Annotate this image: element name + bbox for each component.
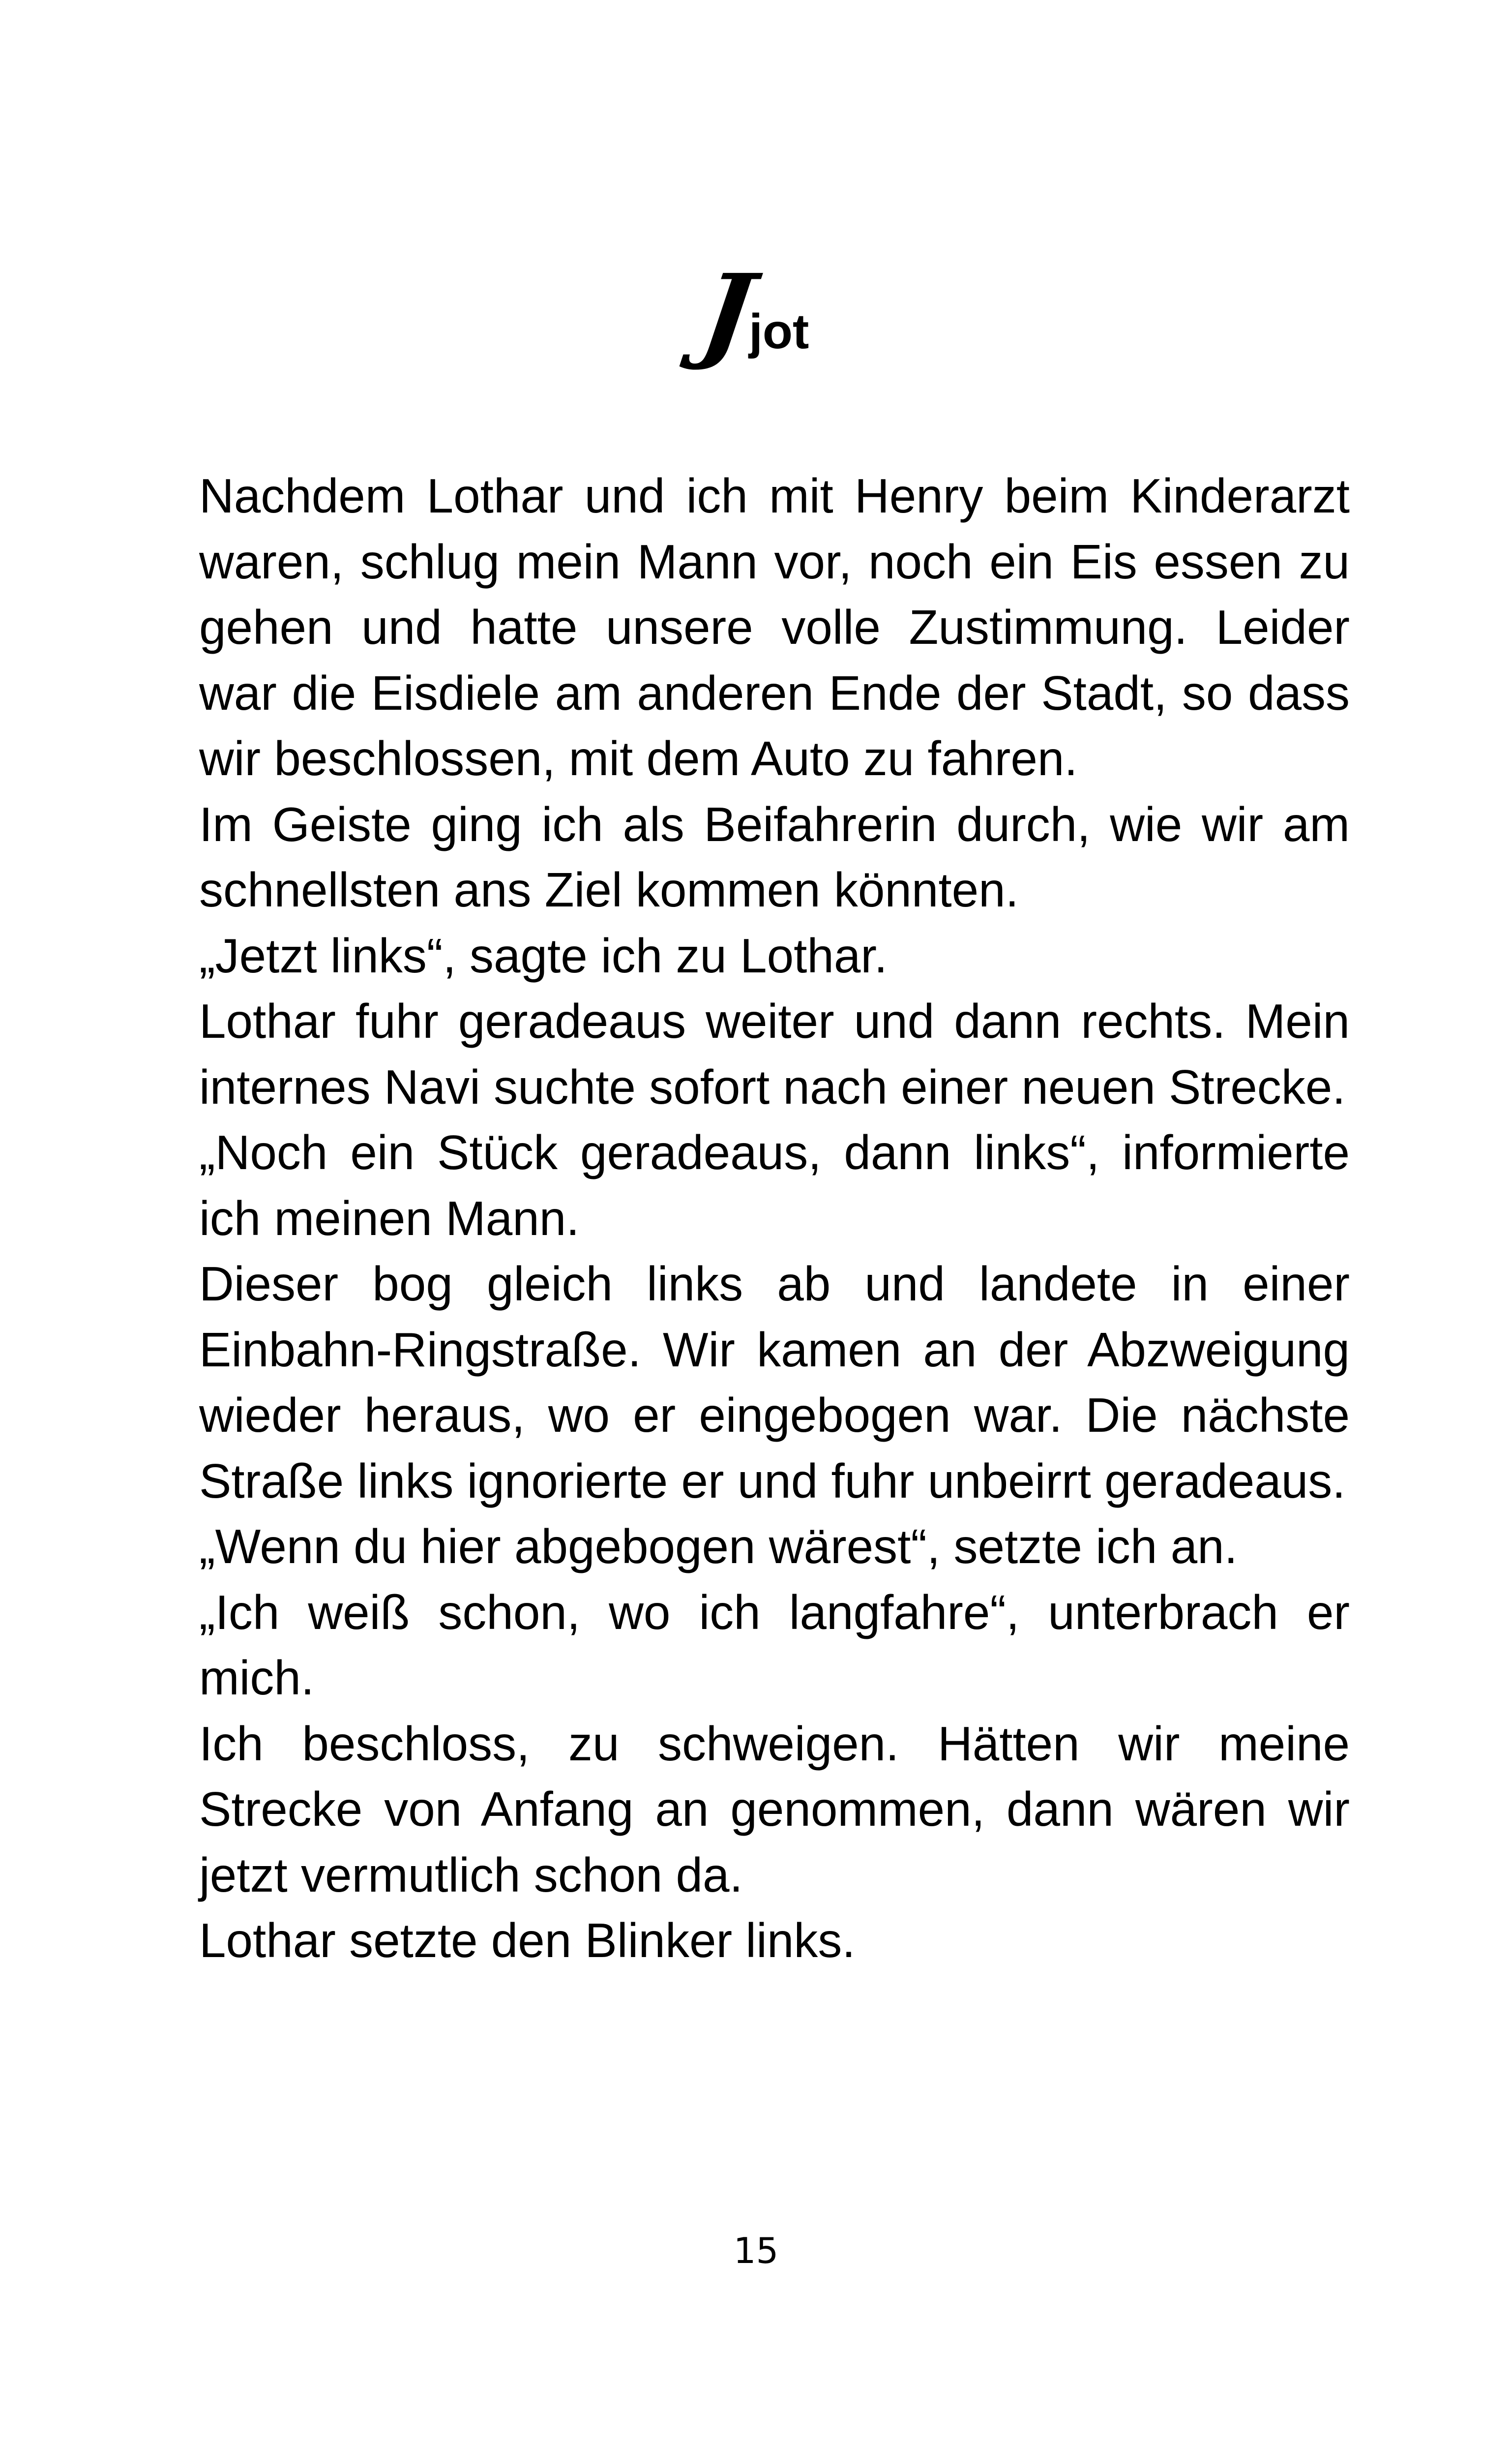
paragraph: Lothar fuhr geradeaus weiter und dann rechts. Mein internes Navi suchte sofort nach einer neuen Strecke. bbox=[199, 994, 1350, 1114]
chapter-initial: J bbox=[694, 251, 761, 373]
paragraph: Dieser bog gleich links ab und landete in einer Einbahn-Ringstraße. Wir kamen an der Abzweigung wieder heraus, wo er eingebogen war. Die nächste Straße links ignorierte er und fuhr unbeirrt geradeaus. bbox=[199, 1257, 1350, 1508]
paragraph: Im Geiste ging ich als Beifahrerin durch, wie wir am schnellsten ans Ziel kommen könnten. bbox=[199, 797, 1350, 917]
chapter-body bbox=[199, 463, 1350, 1974]
paragraph: „Ich weiß schon, wo ich langfahre“, unterbrach er mich. bbox=[199, 1585, 1350, 1705]
chapter-heading bbox=[0, 251, 1512, 373]
paragraph: „Jetzt links“, sagte ich zu Lothar. bbox=[199, 928, 888, 983]
paragraph: Lothar setzte den Blinker links. bbox=[199, 1913, 856, 1967]
paragraph: „Wenn du hier abgebogen wärest“, setzte ich an. bbox=[199, 1519, 1238, 1573]
paragraph: „Noch ein Stück geradeaus, dann links“, informierte ich meinen Mann. bbox=[199, 1125, 1350, 1245]
chapter-title: jot bbox=[749, 304, 809, 359]
page-number: 15 bbox=[733, 2230, 779, 2271]
paragraph: Ich beschloss, zu schweigen. Hätten wir meine Strecke von Anfang an genommen, dann wären wir jetzt vermutlich schon da. bbox=[199, 1716, 1350, 1902]
paragraph: Nachdem Lothar und ich mit Henry beim Kinderarzt waren, schlug mein Mann vor, noch ein Eis essen zu gehen und hatte unsere volle Zustimmung. Leider war die Eisdiele am anderen Ende der Stadt, so dass wir beschlossen, mit dem Auto zu fahren. bbox=[199, 469, 1350, 785]
